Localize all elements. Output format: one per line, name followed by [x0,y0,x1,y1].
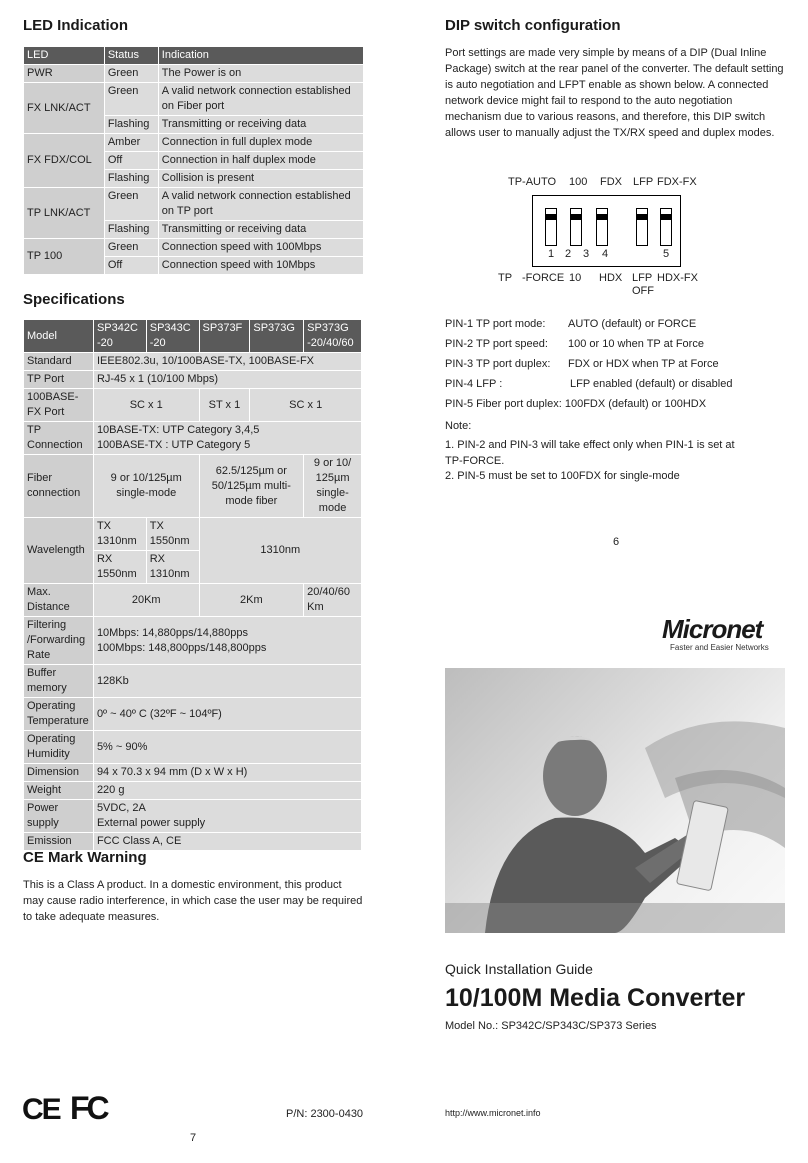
model-col: SP342C -20 [93,320,146,353]
spec-value: 94 x 70.3 x 94 mm (D x W x H) [93,764,361,782]
led-indication: Connection speed with 10Mbps [158,257,363,275]
dip-title: DIP switch configuration [445,17,621,34]
cover-model: Model No.: SP342C/SP343C/SP373 Series [445,1020,657,1032]
switch-3 [596,208,608,246]
spec-table [23,319,362,851]
led-indication: The Power is on [158,65,363,83]
spec-label: Weight [24,782,94,800]
led-tp100: TP 100 [24,239,105,275]
label-tp: TP [498,272,513,284]
ce-text: This is a Class A product. In a domestic environment, this product may cause radio interference, in which case the user may be required to take adequate measures. [23,879,363,923]
led-status: Off [104,257,158,275]
tp-conn-line1: 10BASE-TX: UTP Category 3,4,5 [96,424,260,436]
label-100: 100 [569,176,588,188]
led-status: Off [104,152,158,170]
pin-value: AUTO (default) or FORCE [568,318,697,330]
indication-header: Indication [158,47,363,65]
filter-line1: 10Mbps: 14,880pps/14,880pps [96,626,248,639]
spec-label: Filtering /Forwarding Rate [24,617,94,665]
spec-value: FCC Class A, CE [93,833,361,851]
pin-item [445,314,795,334]
label-fdx-fx: FDX-FX [657,176,697,188]
label-hdx-fx: HDX-FX [657,272,698,284]
led-table [23,46,364,275]
spec-value: 9 or 10/125µm single-mode [93,455,199,518]
spec-value: RJ-45 x 1 (10/100 Mbps) [93,371,361,389]
technician-illustration [445,668,785,933]
tp-conn-line2: 100BASE-TX : UTP Category 5 [96,439,251,451]
model-col: SP373F [199,320,250,353]
spec-label: Standard [24,353,94,371]
spec-label: TP Connection [24,422,94,455]
label-tp-auto: TP-AUTO [508,176,557,188]
pin-value: FDX or HDX when TP at Force [568,358,719,370]
spec-value: IEEE802.3u, 10/100BASE-TX, 100BASE-FX [93,353,361,371]
spec-value: 20/40/60 Km [304,584,362,617]
pin-item [445,354,795,374]
label-fdx: FDX [600,176,622,188]
page-number-right: 6 [613,536,620,548]
cover-title: 10/100M Media Converter [445,984,746,1012]
ce-title: CE Mark Warning [23,849,147,866]
spec-value: TX 1550nm [146,518,199,551]
spec-label: TP Port [24,371,94,389]
page-number-left: 7 [190,1132,197,1144]
led-title: LED Indication [23,17,128,34]
spec-value: 128Kb [93,665,361,698]
led-fx-fdx: FX FDX/COL [24,134,105,188]
spec-title: Specifications [23,291,125,308]
led-indication: Transmitting or receiving data [158,221,363,239]
led-status: Amber [104,134,158,152]
led-header: LED [24,47,105,65]
switch-1 [545,208,557,246]
pin-number: 1 [548,248,555,260]
cover-subtitle: Quick Installation Guide [445,961,593,977]
spec-value: RX 1310nm [146,551,199,584]
spec-value: ST x 1 [199,389,250,422]
dip-switch-body [532,195,681,267]
model-header: Model [24,320,94,353]
pin-label: PIN-4 LFP : [445,378,503,390]
pin-label: PIN-2 TP port speed: [445,338,548,350]
power-line1: 5VDC, 2A [96,802,146,814]
spec-label: Dimension [24,764,94,782]
led-indication: Transmitting or receiving data [158,116,363,134]
model-col: SP373G [250,320,304,353]
pin-number: 4 [602,248,609,260]
led-indication: Connection in full duplex mode [158,134,363,152]
website-url: http://www.micronet.info [445,1108,541,1118]
spec-label: Emission [24,833,94,851]
pin-number: 3 [583,248,590,260]
micronet-logo: Micronet [662,614,763,644]
spec-value: 9 or 10/ 125µm single- mode [304,455,362,518]
spec-value: 5% ~ 90% [93,731,361,764]
pin-item [445,334,795,354]
spec-value: 1310nm [199,518,361,584]
led-indication: Connection in half duplex mode [158,152,363,170]
led-indication: Collision is present [158,170,363,188]
spec-label: Operating Temperature [24,698,94,731]
cover-photo [445,668,785,933]
led-fx-lnk: FX LNK/ACT [24,83,105,134]
led-status: Green [104,83,158,116]
ce-logo: CE [22,1093,60,1126]
spec-value: 220 g [93,782,361,800]
note-1: 1. PIN-2 and PIN-3 will take effect only when PIN-1 is set at TP-FORCE. [445,439,735,467]
spec-label: Buffer memory [24,665,94,698]
dip-switch-diagram [496,174,716,299]
pin-label: PIN-3 TP port duplex: [445,358,551,370]
spec-value: 2Km [199,584,304,617]
led-indication: A valid network connection established on TP port [158,188,363,221]
brand-tagline: Faster and Easier Networks [670,643,769,652]
label-lfp: LFP [633,176,654,188]
switch-5 [660,208,672,246]
pin-label: PIN-1 TP port mode: [445,318,546,330]
spec-value: 0º ~ 40º C (32ºF ~ 104ºF) [93,698,361,731]
power-line2: External power supply [96,817,206,829]
spec-value: RX 1550nm [93,551,146,584]
spec-label: Wavelength [24,518,94,584]
label-force: -FORCE [522,272,565,284]
led-status: Green [104,65,158,83]
led-indication: A valid network connection established on Fiber port [158,83,363,116]
spec-label: Power supply [24,800,94,833]
pin-value: LFP enabled (default) or disabled [570,378,733,390]
spec-label: 100BASE-FX Port [24,389,94,422]
model-col: SP343C -20 [146,320,199,353]
spec-value [93,422,361,455]
spec-label: Operating Humidity [24,731,94,764]
spec-value: SC x 1 [250,389,362,422]
note-title: Note: [445,420,472,432]
label-lfp-off: LFP OFF [632,272,654,297]
fc-logo: FC [70,1090,107,1126]
spec-value: 62.5/125µm or 50/125µm multi-mode fiber [199,455,304,518]
pin-item [445,394,795,414]
led-status: Flashing [104,221,158,239]
dip-text: Port settings are made very simple by means of a DIP (Dual Inline Package) switch at the rear panel of the converter. The default setting is auto negotiation and LFPT enable as shown below. A connected network device might fail to respond to the auto negotiation mechanism due to various reasons, and therefore, this DIP switch allows user to manually adjust the TX/RX speed and duplex modes. [445,47,784,139]
led-tp-lnk: TP LNK/ACT [24,188,105,239]
filter-line2: 100Mbps: 148,800pps/148,800pps [96,641,267,654]
pin-value: 100 or 10 when TP at Force [568,338,704,350]
led-status: Flashing [104,170,158,188]
pin-number: 2 [565,248,572,260]
spec-value [93,800,361,833]
led-indication: Connection speed with 100Mbps [158,239,363,257]
pin-item [445,374,795,394]
pin-list [445,314,795,414]
pin-value: 100FDX (default) or 100HDX [564,398,707,410]
label-10: 10 [569,272,582,284]
switch-2 [570,208,582,246]
led-status: Green [104,239,158,257]
label-hdx: HDX [599,272,623,284]
status-header: Status [104,47,158,65]
spec-value: 20Km [93,584,199,617]
switch-4 [636,208,648,246]
model-col: SP373G -20/40/60 [304,320,362,353]
led-status: Green [104,188,158,221]
part-number: P/N: 2300-0430 [286,1108,364,1120]
spec-label: Fiber connection [24,455,94,518]
spec-value: SC x 1 [93,389,199,422]
pin-number: 5 [663,248,670,260]
spec-label: Max. Distance [24,584,94,617]
pin-label: PIN-5 Fiber port duplex: [445,398,562,410]
led-status: Flashing [104,116,158,134]
note-2: 2. PIN-5 must be set to 100FDX for single-mode [445,470,680,482]
led-pwr: PWR [24,65,105,83]
spec-value: TX 1310nm [93,518,146,551]
spec-value [93,617,361,665]
